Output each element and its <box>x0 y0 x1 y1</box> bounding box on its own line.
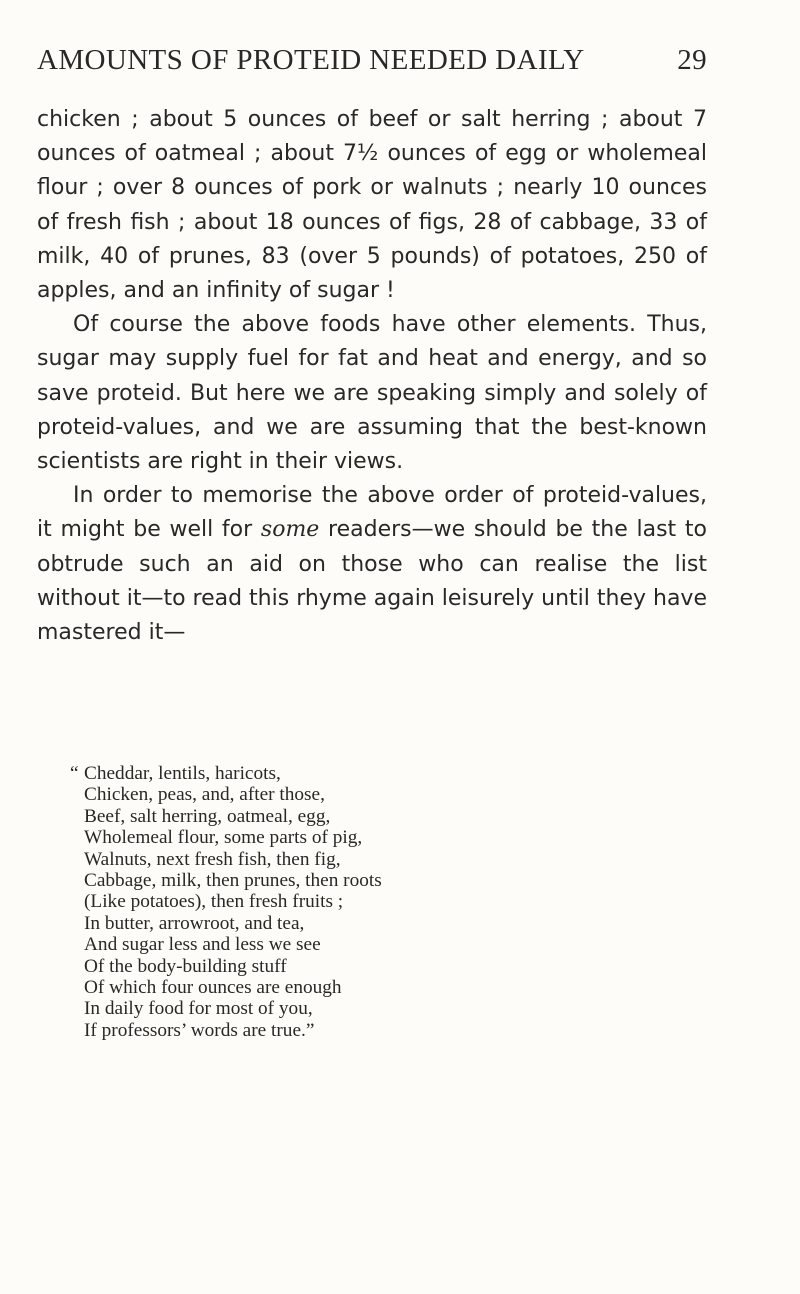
poem-line: (Like potatoes), then fresh fruits ; <box>84 891 344 913</box>
rhyme <box>70 763 644 1041</box>
poem-line: Chicken, peas, and, after those, <box>84 784 325 806</box>
poem-line: If professors’ words are true.” <box>84 1019 315 1041</box>
poem-line: In daily food for most of you, <box>84 998 313 1020</box>
paragraph-continued: chicken ; about 5 ounces of beef or salt herring ; about 7 ounces of oatmeal ; about 7½ ounces of egg or wholemeal flour ; over 8 ounces of pork or walnuts ; nearly 10 ounces of fresh fish ; about 18 ounces of figs, 28 of cabbage, 33 of milk, 40 of prunes, 83 (over 5 pounds) of potatoes, 250 of apples, and an infinity of sugar ! <box>37 107 707 304</box>
running-head <box>37 44 707 88</box>
poem-open-quote: “ <box>70 763 79 784</box>
poem-line: Walnuts, next fresh fish, then fig, <box>84 848 341 870</box>
poem-line: Cabbage, milk, then prunes, then roots <box>84 870 382 892</box>
poem-line: Beef, salt herring, oatmeal, egg, <box>84 805 331 827</box>
paragraph-text-after: readers—we should be the last to obtrude such an aid on those who can realise the list without it—to read this rhyme again leisurely until they have mastered it— <box>37 517 707 646</box>
poem-line: And sugar less and less we see <box>84 934 321 956</box>
poem-line: In butter, arrowroot, and tea, <box>84 912 305 934</box>
poem-line: Of the body-building stuff <box>84 955 287 977</box>
body-text <box>37 103 707 650</box>
poem-line: Cheddar, lentils, haricots, <box>84 763 281 784</box>
page-number: 29 <box>677 44 707 76</box>
paragraph-other-elements: Of course the above foods have other elements. Thus, sugar may supply fuel for fat and heat and energy, and so save proteid. But here we are speaking simply and solely of proteid-values, and we are assuming that the best-known scientists are right in their views. <box>37 312 707 475</box>
emphasized-word: some <box>260 517 320 543</box>
poem-line: Wholemeal flour, some parts of pig, <box>84 827 363 849</box>
paragraph-memorise <box>37 479 707 650</box>
paragraph-text-before: In order to memorise the above order of proteid-values, it might be well for <box>37 483 707 543</box>
running-title: AMOUNTS OF PROTEID NEEDED DAILY <box>37 44 585 76</box>
poem-line: Of which four ounces are enough <box>84 977 342 999</box>
